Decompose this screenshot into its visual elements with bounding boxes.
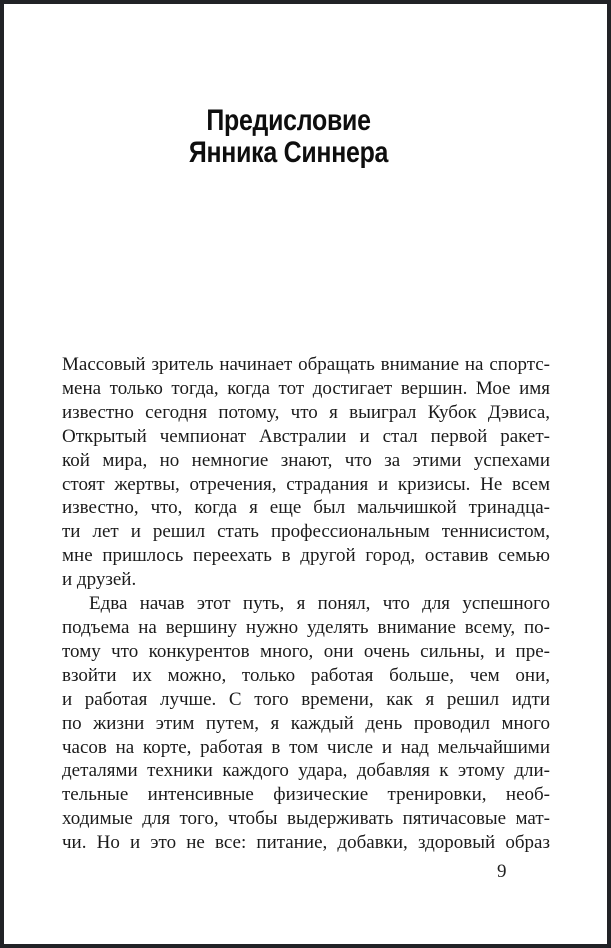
body-line: тому что конкурентов много, они очень сильны, и пре- bbox=[62, 640, 550, 662]
body-line: взойти их можно, только работая больше, чем они, bbox=[62, 664, 550, 686]
chapter-title-line2: Янника Синнера bbox=[188, 136, 389, 169]
body-line: чи. Но и это не все: питание, добавки, здоровый образ bbox=[62, 832, 550, 854]
body-line: известно, что, когда я еще был мальчишкой тринадца- bbox=[62, 497, 550, 519]
body-line: часов на корте, работая в том числе и над мельчайшими bbox=[62, 736, 550, 758]
body-line: деталями техники каждого удара, добавляя к этому дли- bbox=[62, 760, 550, 782]
body-line: Открытый чемпионат Австралии и стал первой ракет- bbox=[62, 425, 550, 447]
body-line: мне пришлось переехать в другой город, оставив семью bbox=[62, 545, 550, 567]
body-line: и друзей. bbox=[62, 569, 137, 591]
body-line: известно сегодня потому, что я выиграл Кубок Дэвиса, bbox=[62, 401, 550, 423]
body-line: Массовый зритель начинает обращать внимание на спортс- bbox=[62, 354, 550, 375]
body-line: стоят жертвы, отречения, страдания и кризисы. Не всем bbox=[62, 473, 550, 495]
body-line: мена только тогда, когда тот достигает вершин. Мое имя bbox=[62, 377, 550, 399]
body-line: ходимые для того, чтобы выдерживать пятичасовые мат- bbox=[62, 808, 550, 830]
body-line: Едва начав этот путь, я понял, что для успешного bbox=[89, 593, 550, 615]
body-line: ти лет и решил стать профессиональным теннисистом, bbox=[62, 521, 550, 543]
body-text bbox=[62, 353, 550, 855]
body-line: тельные интенсивные физические тренировки, необ- bbox=[62, 784, 550, 806]
body-line: подъема на вершину нужно уделять внимание всему, по- bbox=[62, 616, 550, 638]
body-line: и работая лучше. С того времени, как я решил идти bbox=[62, 688, 550, 710]
chapter-title bbox=[38, 105, 538, 169]
page-number: 9 bbox=[497, 861, 507, 882]
chapter-title-line1: Предисловие bbox=[206, 104, 371, 137]
body-line: кой мира, но немногие знают, что за этими успехами bbox=[62, 449, 550, 471]
body-line: по жизни этим путем, я каждый день проводил много bbox=[62, 712, 550, 734]
